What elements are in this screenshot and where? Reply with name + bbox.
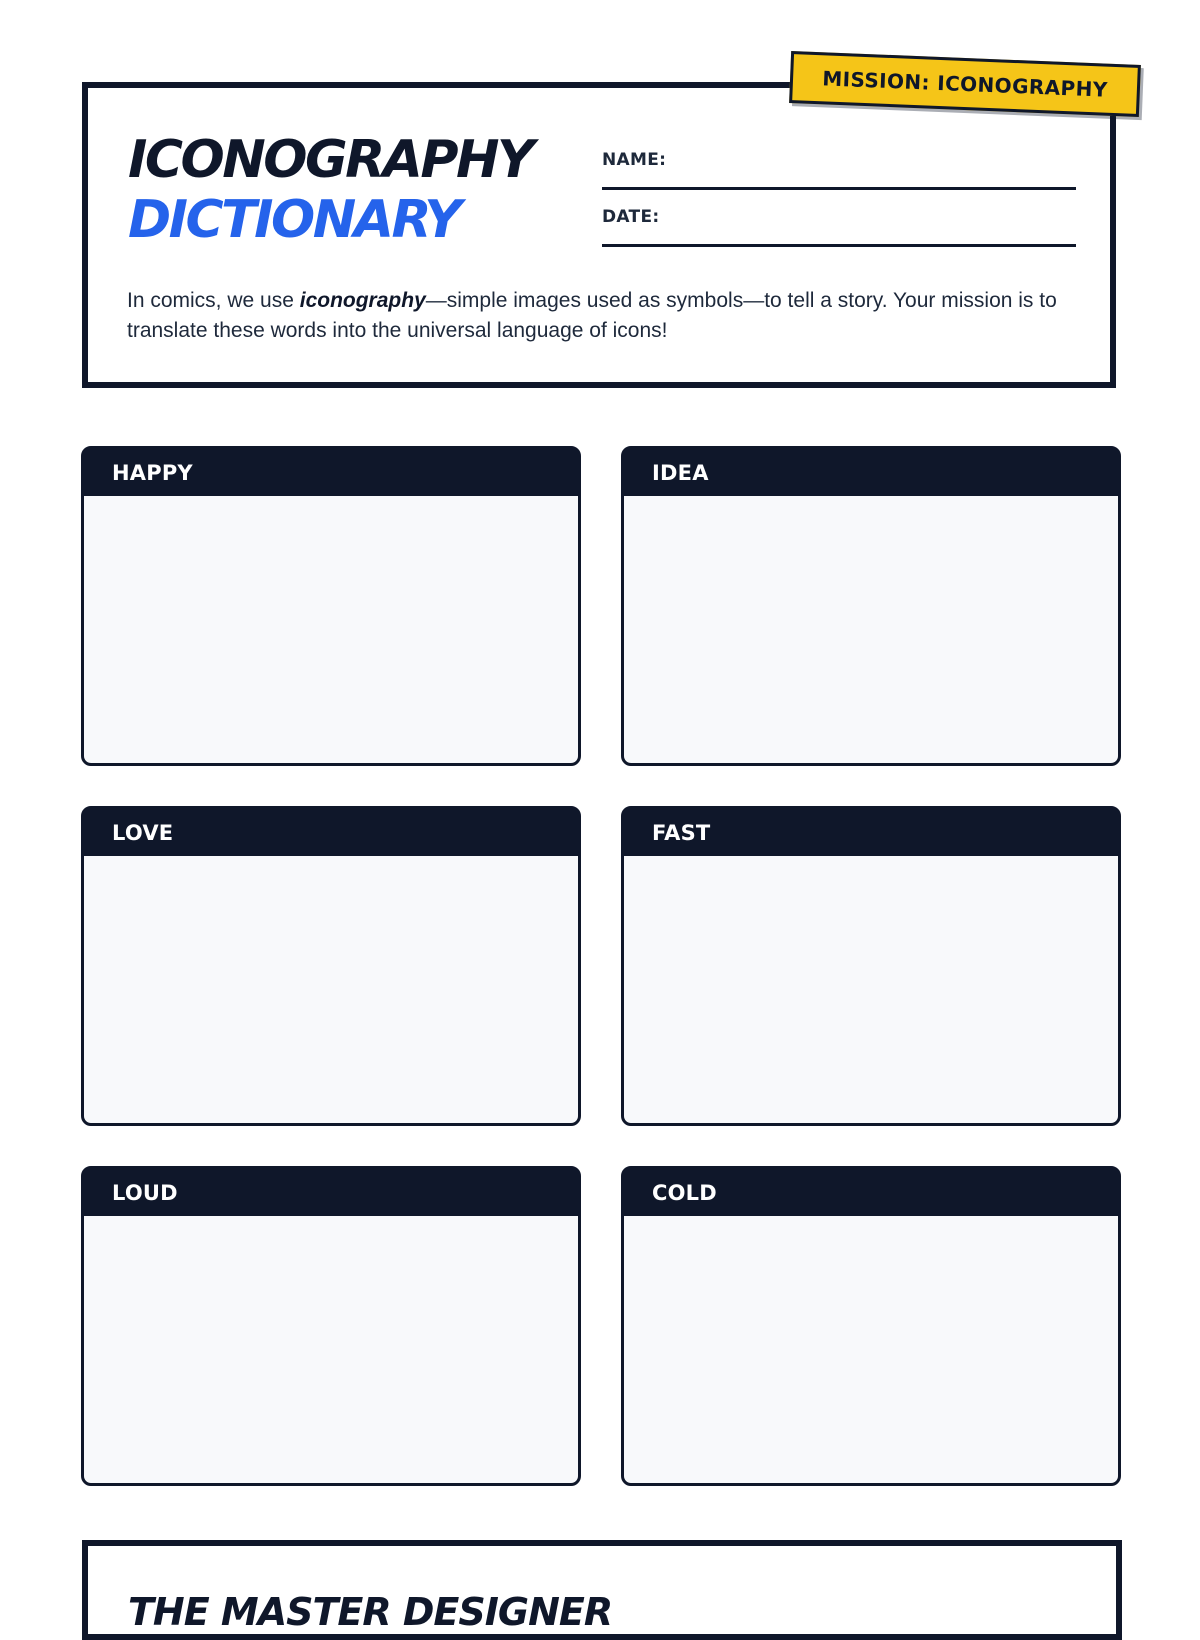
name-field[interactable]: [602, 187, 1076, 190]
drawing-area-happy[interactable]: [84, 496, 578, 763]
date-label: DATE:: [602, 207, 660, 227]
intro-text-start: In comics, we use: [127, 289, 300, 312]
icon-box-cold: [621, 1166, 1121, 1486]
box-label: IDEA: [624, 449, 1118, 496]
box-label: LOVE: [84, 809, 578, 856]
icon-box-loud: [81, 1166, 581, 1486]
drawing-area-cold[interactable]: [624, 1216, 1118, 1483]
box-label: HAPPY: [84, 449, 578, 496]
box-label: COLD: [624, 1169, 1118, 1216]
intro-keyword: iconography: [299, 289, 426, 312]
drawing-area-fast[interactable]: [624, 856, 1118, 1123]
icon-box-happy: [81, 446, 581, 766]
mission-badge: MISSION: ICONOGRAPHY: [789, 51, 1141, 117]
icon-box-idea: [621, 446, 1121, 766]
title-iconography: ICONOGRAPHY: [128, 130, 533, 190]
date-field[interactable]: [602, 244, 1076, 247]
drawing-area-loud[interactable]: [84, 1216, 578, 1483]
master-designer-title: THE MASTER DESIGNER: [128, 1590, 613, 1634]
name-label: NAME:: [602, 150, 667, 170]
title-dictionary: DICTIONARY: [128, 190, 460, 250]
icon-box-fast: [621, 806, 1121, 1126]
drawing-area-idea[interactable]: [624, 496, 1118, 763]
box-label: LOUD: [84, 1169, 578, 1216]
drawing-area-love[interactable]: [84, 856, 578, 1123]
intro-text-end: —simple images used as symbols—to tell a story. Your mission is to translate these words into the universal language of icons!: [127, 289, 1057, 342]
box-label: FAST: [624, 809, 1118, 856]
intro-paragraph: [127, 286, 1057, 346]
icon-box-love: [81, 806, 581, 1126]
